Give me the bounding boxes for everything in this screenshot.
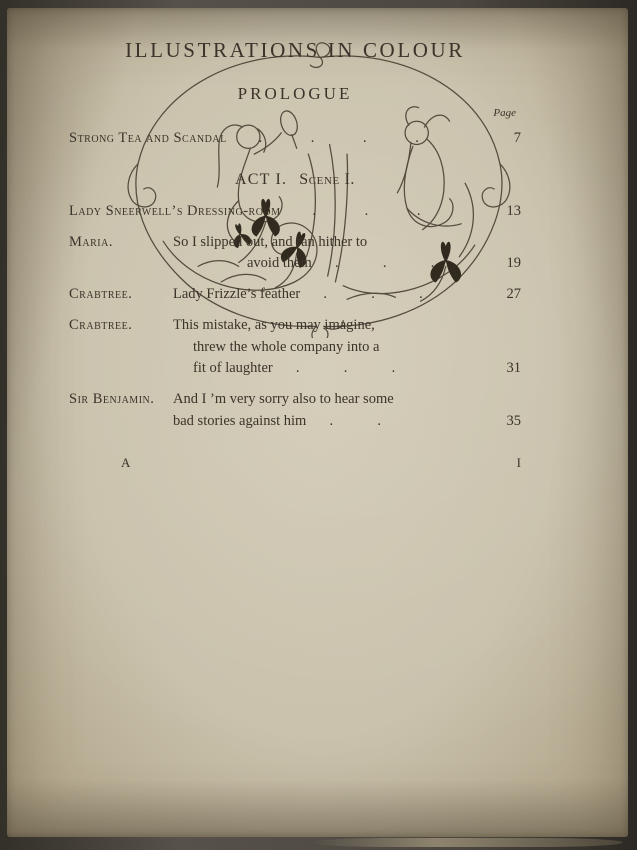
entry-caption-line: threw the whole company into a — [193, 338, 380, 355]
dot-leaders: . . . . — [258, 130, 419, 146]
entry-page-number: 7 — [513, 130, 521, 146]
entry-label: Strong Tea and Scandal — [69, 130, 227, 146]
entry-caption-line: This mistake, as you may imagine, — [173, 316, 375, 333]
dot-leaders: . . . — [295, 360, 396, 377]
act-label: ACT I. — [235, 170, 288, 188]
dot-leaders: . . . — [335, 255, 435, 272]
act-scene-heading — [69, 168, 521, 192]
entry-caption-line: avoid them — [247, 255, 312, 272]
list-item — [69, 128, 521, 150]
folio-page-number: I — [516, 454, 521, 470]
entry-caption-line: fit of laughter — [193, 360, 273, 377]
page-content — [69, 8, 521, 471]
signature-mark: A — [121, 454, 131, 470]
entry-caption-line: So I slipped out, and ran hither to — [173, 233, 368, 250]
dot-leaders: . . . — [312, 202, 421, 219]
book-page — [7, 8, 628, 837]
entry-caption-line: And I ’m very sorry also to hear some — [173, 391, 394, 407]
entry-page-number: 27 — [506, 286, 521, 302]
entry-speaker: Crabtree. — [69, 286, 133, 302]
entry-speaker: Crabtree. — [69, 316, 133, 333]
entry-label: Lady Sneerwell’s Dressing-room — [69, 202, 281, 219]
page-column-label: Page — [493, 107, 516, 119]
entry-speaker: Sir Benjamin. — [69, 391, 155, 407]
page-footer — [69, 455, 521, 471]
dot-leaders: . . . — [323, 286, 423, 302]
scene-label: Scene I. — [299, 170, 355, 188]
entry-page-number: 35 — [506, 412, 521, 429]
entry-caption-line: Lady Frizzle’s feather — [173, 286, 301, 302]
list-item — [69, 389, 521, 433]
list-item — [69, 201, 521, 223]
entry-page-number: 13 — [506, 202, 521, 219]
entry-caption-line: bad stories against him — [173, 412, 307, 429]
list-item — [69, 315, 521, 380]
list-item — [69, 232, 521, 276]
entry-page-number: 19 — [506, 255, 521, 272]
list-item — [69, 284, 521, 306]
dot-leaders: . . — [329, 412, 381, 429]
entry-speaker: Maria. — [69, 233, 113, 250]
entry-page-number: 31 — [506, 360, 521, 377]
page-title: ILLUSTRATIONS IN COLOUR — [125, 38, 465, 62]
prologue-heading: PROLOGUE — [237, 84, 353, 103]
illustrations-list — [69, 128, 521, 433]
